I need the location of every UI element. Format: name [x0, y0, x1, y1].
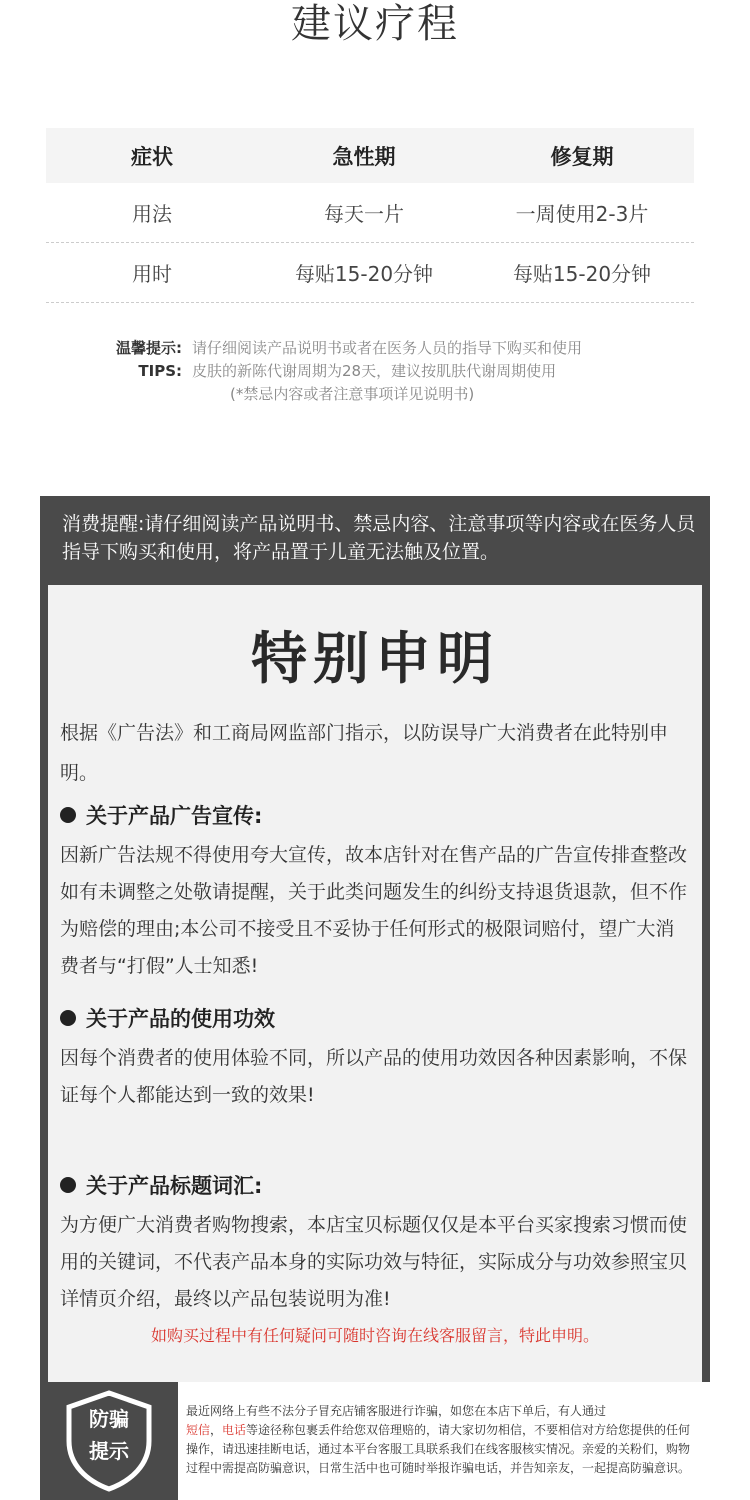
section-body: 因新广告法规不得使用夸大宣传，故本店针对在售产品的广告宣传排查整改如有未调整之处敬请提醒，关于此类问题发生的纠纷支持退货退款，但不作为赔偿的理由;本公司不接受且不妥协于任何形式的极限词赔付，望广大消费者与“打假”人士知悉! [60, 844, 688, 977]
table-header-cell: 症状 [131, 144, 173, 169]
bullet-icon [60, 1177, 76, 1193]
bullet-icon [60, 1010, 76, 1026]
section-heading-text: 关于产品的使用功效 [86, 1007, 275, 1031]
shield-label [63, 1403, 155, 1467]
table-cell: 每贴15-20分钟 [512, 262, 652, 286]
table-row [46, 183, 694, 243]
table-row [46, 243, 694, 303]
section-advertising [60, 797, 690, 985]
reminder-text: 请仔细阅读产品说明书或者在医务人员的指导下购买和使用 [192, 339, 583, 357]
table-cell: 一周使用2-3片 [515, 202, 649, 226]
reminder-line [100, 337, 700, 360]
fraud-text-part: 最近网络上有些不法分子冒充店铺客服进行诈骗，如您在本店下单后，有人通过 [186, 1404, 607, 1418]
customer-service-note: 如购买过程中有任何疑问可随时咨询在线客服留言，特此申明。 [150, 1326, 599, 1345]
statement-intro: 根据《广告法》和工商局网监部门指示，以防误导广大消费者在此特别申明。 [60, 722, 669, 784]
fraud-separator: ， [210, 1423, 223, 1437]
special-statement [48, 585, 702, 1385]
page-title: 建议疗程 [291, 1, 459, 47]
fraud-highlight: 电话 [222, 1423, 247, 1437]
section-title-keywords [60, 1167, 690, 1318]
statement-title: 特别申明 [251, 627, 499, 692]
fraud-badge [40, 1382, 178, 1500]
badge-line: 防骗 [89, 1407, 129, 1431]
section-heading [60, 1167, 690, 1203]
fraud-text [178, 1382, 710, 1500]
section-heading-text: 关于产品标题词汇: [86, 1174, 263, 1198]
notice-box [40, 496, 710, 1396]
tips-text: 皮肤的新陈代谢周期为28天，建议按肌肤代谢周期使用 [192, 362, 557, 380]
tips-line [100, 360, 700, 383]
consumer-notice: 消费提醒:请仔细阅读产品说明书、禁忌内容、注意事项等内容或在医务人员指导下购买和使用，将产品置于儿童无法触及位置。 [62, 513, 696, 563]
shield-icon [63, 1389, 155, 1493]
tips-note: (*禁忌内容或者注意事项详见说明书) [230, 385, 475, 403]
badge-line: 提示 [89, 1439, 129, 1463]
bullet-icon [60, 807, 76, 823]
table-cell: 用法 [132, 202, 172, 226]
section-heading [60, 797, 690, 833]
table-header-cell: 修复期 [550, 144, 614, 169]
table-header-cell: 急性期 [332, 144, 396, 169]
tips-block [100, 337, 700, 406]
section-heading [60, 1000, 690, 1036]
section-body: 因每个消费者的使用体验不同，所以产品的使用功效因各种因素影响，不保证每个人都能达到一致的效果! [60, 1047, 688, 1106]
fraud-highlight: 短信 [186, 1423, 211, 1437]
table-cell: 每天一片 [324, 202, 404, 226]
course-table [46, 128, 694, 303]
fraud-text-part: 等途径称包裹丢件给您双倍理赔的，请大家切勿相信，不要相信对方给您提供的任何操作，请迅速挂断电话，通过本平台客服工具联系我们在线客服核实情况。亲爱的关粉们，购物过程中需提高防骗意识，日常生活中也可随时举报诈骗电话，并告知亲友，一起提高防骗意识。 [186, 1423, 691, 1475]
section-efficacy [60, 1000, 690, 1114]
table-cell: 每贴15-20分钟 [294, 262, 434, 286]
section-body: 为方便广大消费者购物搜索，本店宝贝标题仅仅是本平台买家搜索习惯而使用的关键词，不代表产品本身的实际功效与特征，实际成分与功效参照宝贝详情页介绍，最终以产品包装说明为准! [60, 1214, 688, 1310]
reminder-label: 温馨提示: [116, 339, 182, 357]
table-cell: 用时 [132, 262, 172, 286]
section-heading-text: 关于产品广告宣传: [86, 804, 263, 828]
table-header-row [46, 128, 694, 183]
tips-label: TIPS: [138, 362, 182, 380]
fraud-warning [40, 1382, 710, 1500]
